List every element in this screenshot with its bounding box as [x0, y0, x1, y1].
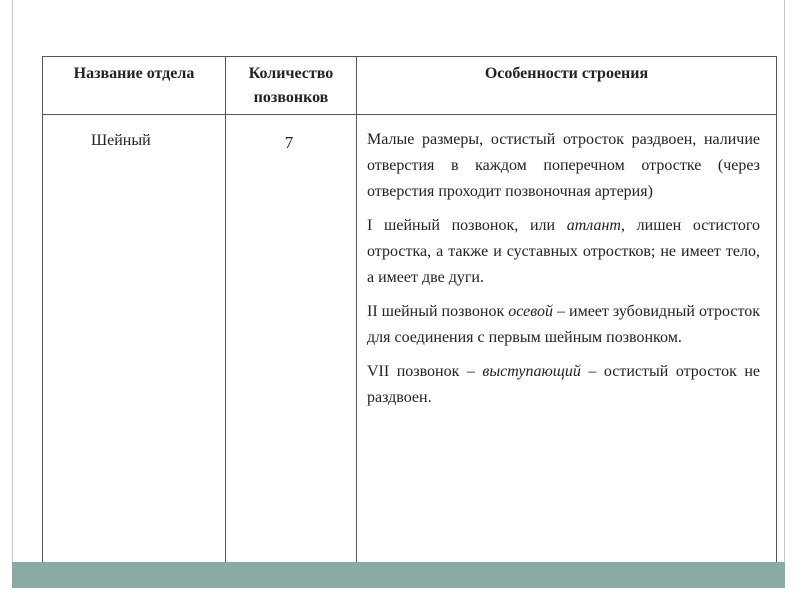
description-paragraph [367, 299, 760, 351]
paragraph-text: – имеет зубовидный отросток для соединения с первым шейным позвонком. [367, 303, 760, 346]
emphasized-term: осевой [508, 303, 553, 320]
header-section-name: Название отдела [43, 57, 226, 115]
description-paragraph [367, 213, 760, 291]
header-structure-features: Особенности строения [357, 57, 777, 115]
paragraph-text: – остистый отросток не раздвоен. [367, 363, 761, 406]
structure-description-cell [357, 115, 777, 574]
paragraph-text: , лишен остистого отростка, а также и суставных отростков; не имеет тело, а имеет две дуги. [367, 217, 760, 286]
footer-bar [12, 562, 785, 588]
description-paragraphs [367, 127, 760, 411]
paragraph-text: I шейный позвонок, или [367, 217, 567, 234]
description-paragraph [367, 359, 760, 411]
emphasized-term: выступающий [482, 363, 581, 380]
vertebrae-table [42, 56, 777, 574]
emphasized-term: атлант [566, 217, 621, 234]
header-vertebrae-count: Количество позвонков [226, 57, 357, 115]
vertebrae-count-cell: 7 [226, 115, 357, 574]
table-row [43, 115, 777, 574]
paragraph-text: Малые размеры, остистый отросток раздвоен, наличие отверстия в каждом поперечном отростке (через отверстия проходит позвоночная артерия) [367, 131, 760, 200]
description-paragraph [367, 127, 760, 205]
paragraph-text: II шейный позвонок [367, 303, 509, 320]
section-name-cell: Шейный [43, 115, 226, 574]
table-header-row [43, 57, 777, 115]
paragraph-text: VII позвонок – [367, 363, 483, 380]
